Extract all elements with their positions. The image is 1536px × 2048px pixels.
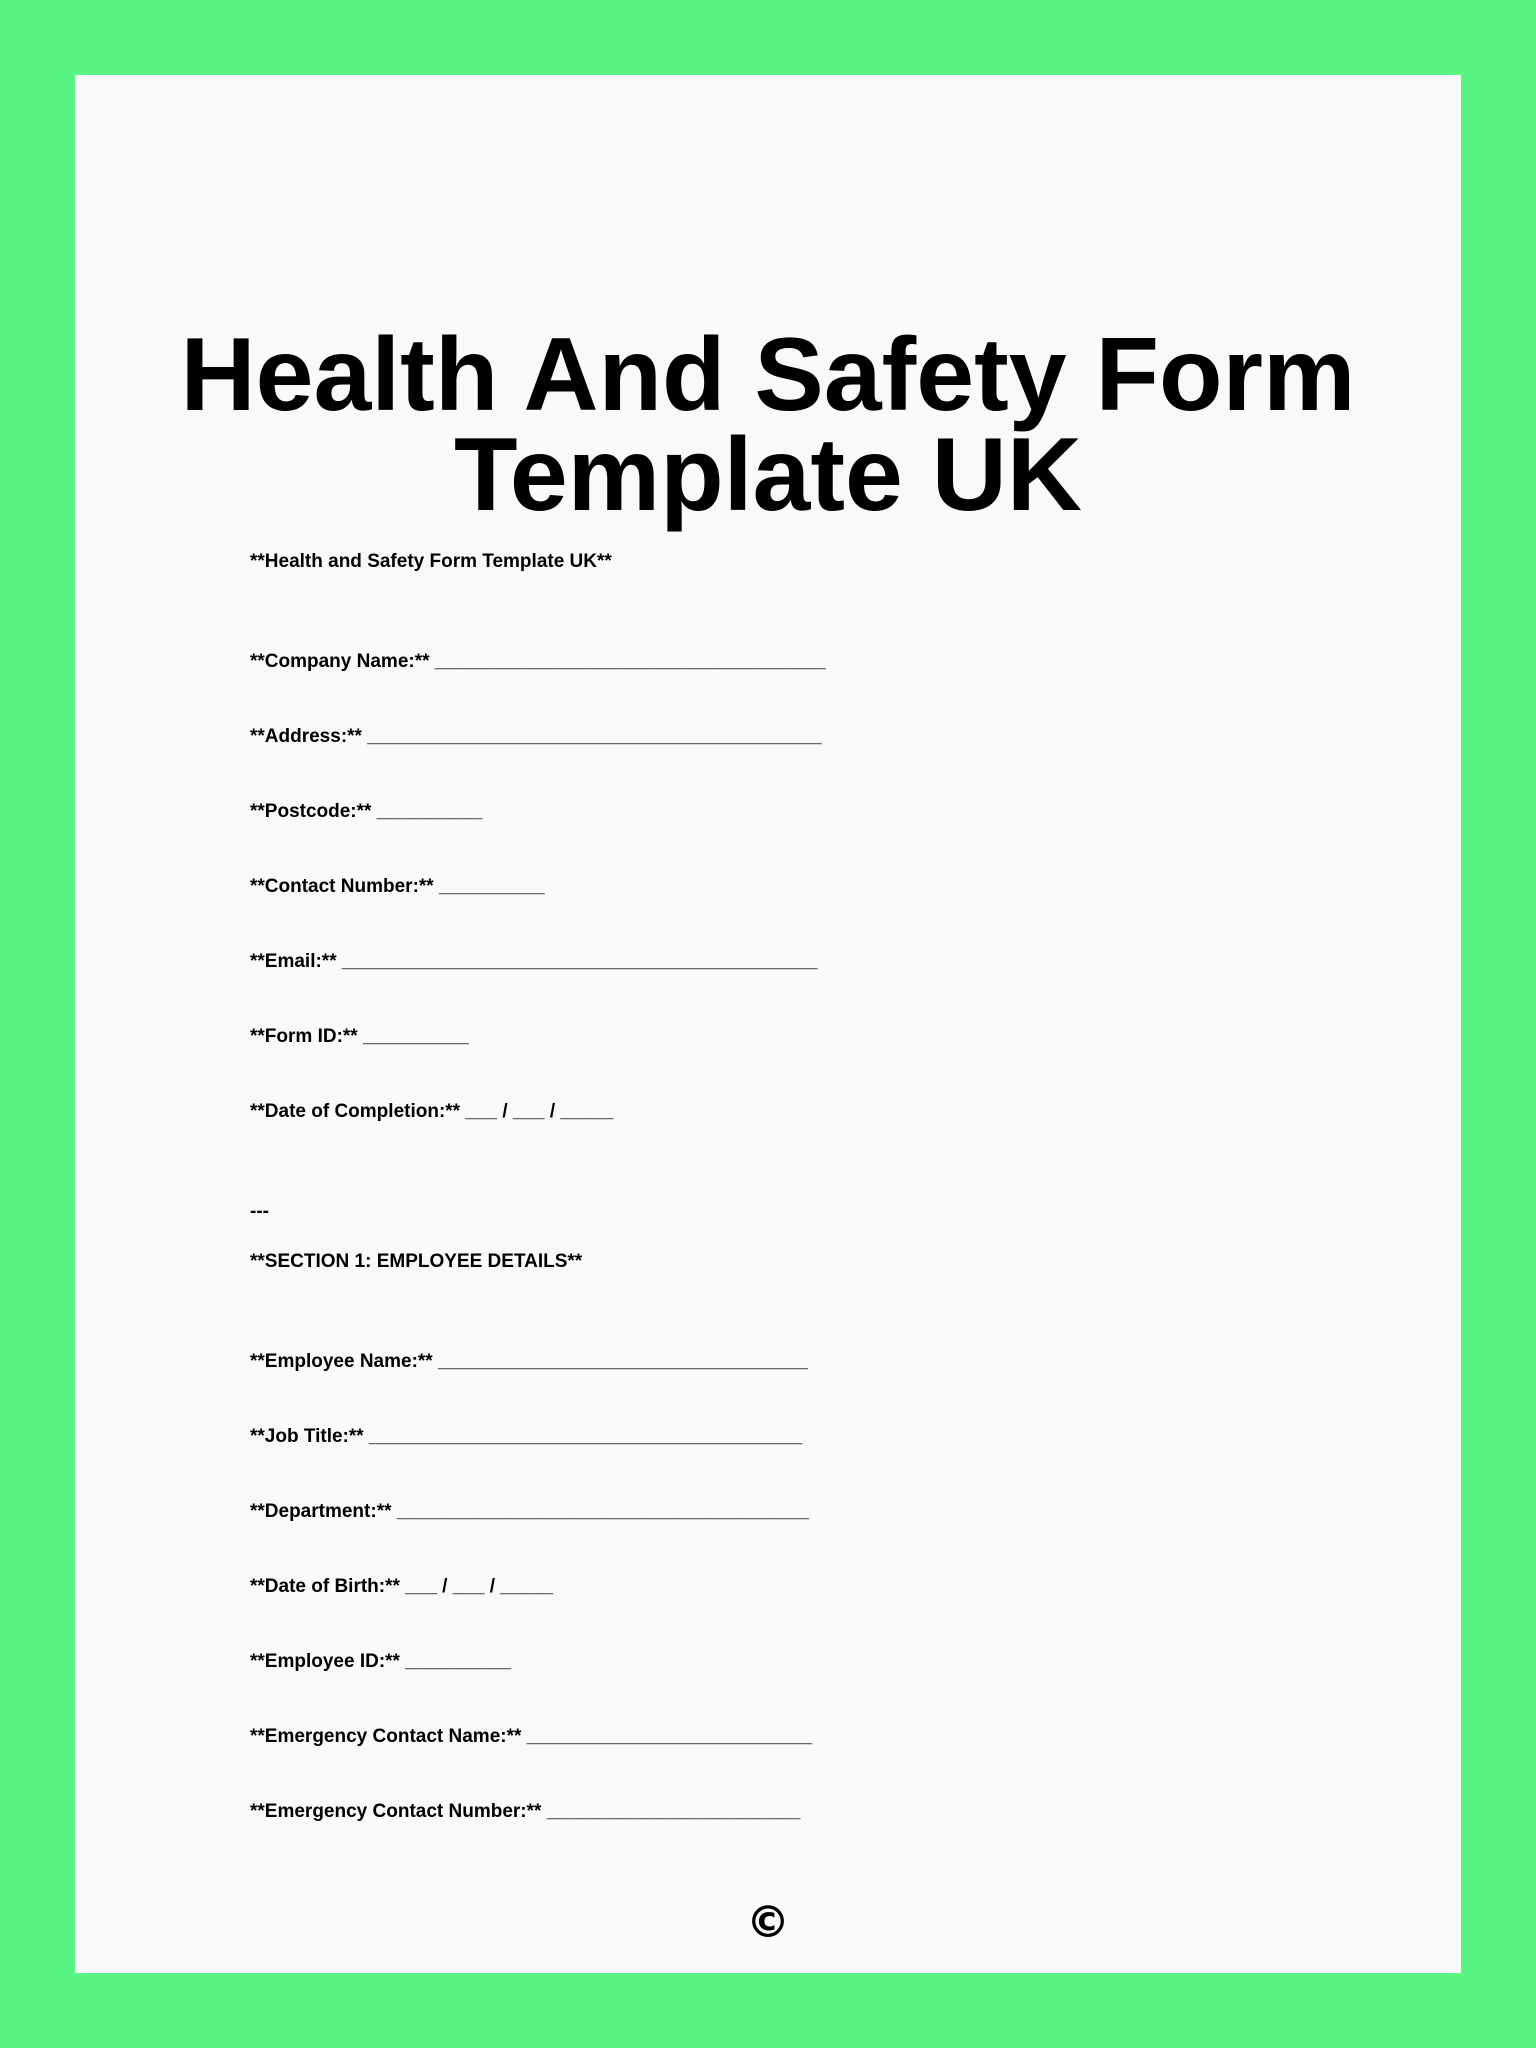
address-field: **Address:** ___________________________________________	[250, 726, 822, 747]
job-title-field: **Job Title:** _________________________________________	[250, 1426, 803, 1447]
department-field: **Department:** _______________________________________	[250, 1501, 809, 1522]
copyright-icon: ©	[746, 1897, 790, 1948]
company-name-field: **Company Name:** _____________________________________	[250, 651, 826, 672]
contact-number-field: **Contact Number:** __________	[250, 876, 545, 897]
page-title	[75, 317, 1461, 533]
employee-name-field: **Employee Name:** ___________________________________	[250, 1351, 808, 1372]
postcode-field: **Postcode:** __________	[250, 801, 483, 822]
date-of-completion-field: **Date of Completion:** ___ / ___ / _____	[250, 1101, 614, 1122]
section-1-heading: **SECTION 1: EMPLOYEE DETAILS**	[250, 1251, 583, 1272]
form-subtitle: **Health and Safety Form Template UK**	[250, 551, 612, 572]
employee-id-field: **Employee ID:** __________	[250, 1651, 511, 1672]
page-title-line-2: Template UK	[454, 417, 1082, 533]
page-title-line-1: Health And Safety Form	[180, 317, 1356, 433]
email-field: **Email:** _____________________________________________	[250, 951, 818, 972]
emergency-contact-number-field: **Emergency Contact Number:** ________________________	[250, 1801, 801, 1822]
emergency-contact-name-field: **Emergency Contact Name:** ___________________________	[250, 1726, 812, 1747]
section-separator: ---	[250, 1201, 269, 1222]
form-id-field: **Form ID:** __________	[250, 1026, 469, 1047]
document-page	[75, 75, 1461, 1973]
date-of-birth-field: **Date of Birth:** ___ / ___ / _____	[250, 1576, 554, 1597]
